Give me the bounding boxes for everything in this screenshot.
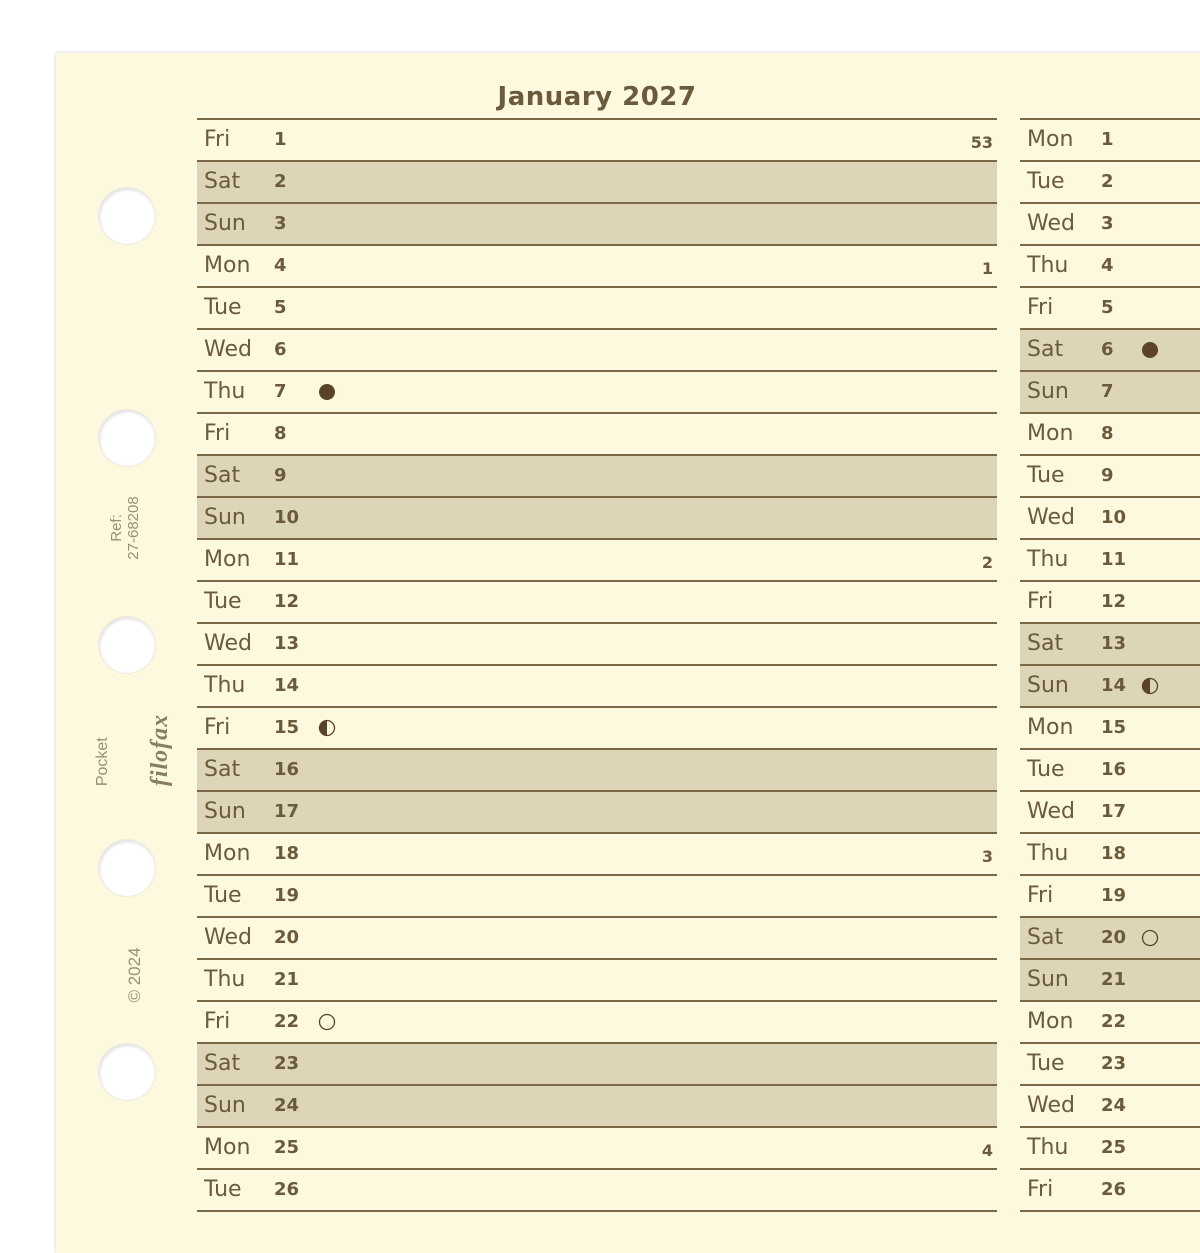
day-row xyxy=(197,582,997,624)
day-number: 10 xyxy=(274,507,300,528)
month-title: January 2027 xyxy=(497,82,697,112)
day-number: 25 xyxy=(274,1137,300,1158)
weekday-label: Tue xyxy=(204,295,242,320)
weekday-label: Sun xyxy=(204,505,246,530)
day-number: 7 xyxy=(274,381,287,402)
weekday-label: Mon xyxy=(1027,421,1074,446)
day-number: 8 xyxy=(1101,423,1114,444)
full-moon-icon xyxy=(318,1013,336,1031)
day-number: 13 xyxy=(274,633,300,654)
day-row xyxy=(1020,456,1200,498)
day-number: 17 xyxy=(1101,801,1127,822)
day-number: 20 xyxy=(274,927,300,948)
day-row xyxy=(197,1128,997,1170)
weekday-label: Sat xyxy=(1027,631,1064,656)
day-number: 13 xyxy=(1101,633,1127,654)
day-row xyxy=(197,666,997,708)
weekday-label: Tue xyxy=(1027,757,1065,782)
day-number: 3 xyxy=(1101,213,1114,234)
week-number: 3 xyxy=(981,847,993,866)
day-row xyxy=(197,288,997,330)
day-number: 16 xyxy=(274,759,300,780)
day-number: 14 xyxy=(274,675,300,696)
day-number: 12 xyxy=(274,591,300,612)
day-row xyxy=(197,918,997,960)
weekday-label: Sun xyxy=(204,1093,246,1118)
weekday-label: Tue xyxy=(204,1177,242,1202)
day-row xyxy=(197,708,997,750)
day-row xyxy=(197,498,997,540)
weekday-label: Fri xyxy=(204,421,231,446)
day-row xyxy=(1020,162,1200,204)
weekday-label: Fri xyxy=(1027,295,1054,320)
week-number: 53 xyxy=(970,133,993,152)
weekday-label: Sun xyxy=(204,211,246,236)
week-number: 2 xyxy=(981,553,993,572)
day-number: 25 xyxy=(1101,1137,1127,1158)
weekday-label: Sat xyxy=(1027,337,1064,362)
day-row xyxy=(1020,960,1200,1002)
size-label: Pocket xyxy=(94,737,111,787)
day-row xyxy=(1020,876,1200,918)
first-quarter-moon-icon xyxy=(318,719,336,737)
week-number: 4 xyxy=(981,1141,993,1160)
day-row xyxy=(197,876,997,918)
day-row xyxy=(197,204,997,246)
binder-hole xyxy=(99,617,155,673)
weekday-label: Wed xyxy=(1027,505,1075,530)
day-number: 9 xyxy=(1101,465,1114,486)
day-number: 18 xyxy=(1101,843,1127,864)
day-number: 21 xyxy=(1101,969,1127,990)
day-number: 6 xyxy=(274,339,287,360)
weekday-label: Sat xyxy=(204,1051,241,1076)
binder-hole xyxy=(99,188,155,244)
day-row xyxy=(197,834,997,876)
day-number: 7 xyxy=(1101,381,1114,402)
day-row xyxy=(197,162,997,204)
day-number: 4 xyxy=(274,255,287,276)
day-row xyxy=(1020,288,1200,330)
weekday-label: Wed xyxy=(1027,799,1075,824)
binder-hole xyxy=(99,410,155,466)
weekday-label: Sat xyxy=(204,169,241,194)
day-number: 23 xyxy=(1101,1053,1127,1074)
day-number: 21 xyxy=(274,969,300,990)
weekday-label: Sat xyxy=(204,463,241,488)
day-number: 11 xyxy=(274,549,300,570)
weekday-label: Wed xyxy=(204,631,252,656)
weekday-label: Fri xyxy=(1027,1177,1054,1202)
day-row xyxy=(197,540,997,582)
weekday-label: Wed xyxy=(204,337,252,362)
day-number: 9 xyxy=(274,465,287,486)
day-number: 15 xyxy=(274,717,300,738)
day-number: 4 xyxy=(1101,255,1114,276)
day-row xyxy=(197,246,997,288)
weekday-label: Thu xyxy=(1027,841,1069,866)
day-row xyxy=(1020,792,1200,834)
day-number: 2 xyxy=(274,171,287,192)
weekday-label: Fri xyxy=(1027,883,1054,908)
day-number: 11 xyxy=(1101,549,1127,570)
day-number: 12 xyxy=(1101,591,1127,612)
weekday-label: Tue xyxy=(1027,1051,1065,1076)
binder-hole xyxy=(99,1044,155,1100)
day-number: 24 xyxy=(1101,1095,1127,1116)
weekday-label: Mon xyxy=(204,1135,251,1160)
weekday-label: Sat xyxy=(1027,925,1064,950)
day-row xyxy=(197,1002,997,1044)
weekday-label: Wed xyxy=(1027,1093,1075,1118)
weekday-label: Wed xyxy=(204,925,252,950)
day-number: 14 xyxy=(1101,675,1127,696)
brand-name: filofax xyxy=(147,713,173,787)
day-row xyxy=(197,120,997,162)
day-row xyxy=(1020,834,1200,876)
day-row xyxy=(1020,120,1200,162)
day-number: 19 xyxy=(1101,885,1127,906)
weekday-label: Mon xyxy=(204,253,251,278)
weekday-label: Thu xyxy=(1027,1135,1069,1160)
day-number: 2 xyxy=(1101,171,1114,192)
day-row xyxy=(1020,1044,1200,1086)
day-number: 18 xyxy=(274,843,300,864)
weekday-label: Tue xyxy=(204,589,242,614)
day-number: 5 xyxy=(274,297,287,318)
weekday-label: Thu xyxy=(204,967,246,992)
weekday-label: Fri xyxy=(204,127,231,152)
day-row xyxy=(1020,540,1200,582)
day-number: 19 xyxy=(274,885,300,906)
day-row xyxy=(1020,1170,1200,1212)
day-row xyxy=(197,960,997,1002)
day-row xyxy=(197,1170,997,1212)
week-number: 1 xyxy=(981,259,993,278)
weekday-label: Sat xyxy=(204,757,241,782)
day-row xyxy=(1020,624,1200,666)
month-column-next xyxy=(1020,118,1200,1220)
day-number: 22 xyxy=(274,1011,300,1032)
day-number: 24 xyxy=(274,1095,300,1116)
day-row xyxy=(197,330,997,372)
weekday-label: Mon xyxy=(204,841,251,866)
day-number: 10 xyxy=(1101,507,1127,528)
day-row xyxy=(197,372,997,414)
weekday-label: Sun xyxy=(1027,673,1069,698)
binder-hole xyxy=(99,840,155,896)
day-row xyxy=(1020,582,1200,624)
brand-logo xyxy=(58,714,190,786)
weekday-label: Thu xyxy=(204,673,246,698)
weekday-label: Tue xyxy=(1027,463,1065,488)
day-row xyxy=(197,1086,997,1128)
day-row xyxy=(197,1044,997,1086)
day-number: 17 xyxy=(274,801,300,822)
weekday-label: Fri xyxy=(204,1009,231,1034)
weekday-label: Mon xyxy=(1027,715,1074,740)
weekday-label: Sun xyxy=(1027,967,1069,992)
day-row xyxy=(1020,330,1200,372)
day-number: 26 xyxy=(274,1179,300,1200)
day-row xyxy=(1020,372,1200,414)
weekday-label: Fri xyxy=(204,715,231,740)
day-number: 5 xyxy=(1101,297,1114,318)
weekday-label: Mon xyxy=(1027,1009,1074,1034)
copyright-text: © 2024 xyxy=(125,947,144,1003)
day-row xyxy=(197,414,997,456)
weekday-label: Thu xyxy=(204,379,246,404)
day-row xyxy=(1020,666,1200,708)
day-row xyxy=(197,456,997,498)
day-row xyxy=(1020,204,1200,246)
weekday-label: Fri xyxy=(1027,589,1054,614)
day-number: 15 xyxy=(1101,717,1127,738)
day-number: 8 xyxy=(274,423,287,444)
day-number: 26 xyxy=(1101,1179,1127,1200)
day-row xyxy=(1020,1002,1200,1044)
day-row xyxy=(197,750,997,792)
weekday-label: Thu xyxy=(1027,253,1069,278)
day-row xyxy=(1020,1086,1200,1128)
reference-code: Ref: 27-68208 xyxy=(108,496,142,560)
full-moon-icon xyxy=(1141,929,1159,947)
day-row xyxy=(1020,750,1200,792)
new-moon-icon xyxy=(1141,341,1159,359)
day-row xyxy=(197,792,997,834)
day-number: 16 xyxy=(1101,759,1127,780)
day-number: 22 xyxy=(1101,1011,1127,1032)
day-number: 1 xyxy=(274,129,287,150)
month-column-january xyxy=(197,118,997,1220)
day-number: 23 xyxy=(274,1053,300,1074)
weekday-label: Mon xyxy=(1027,127,1074,152)
day-row xyxy=(1020,498,1200,540)
day-row xyxy=(197,624,997,666)
day-row xyxy=(1020,918,1200,960)
weekday-label: Tue xyxy=(1027,169,1065,194)
weekday-label: Wed xyxy=(1027,211,1075,236)
day-row xyxy=(1020,414,1200,456)
new-moon-icon xyxy=(318,383,336,401)
day-number: 3 xyxy=(274,213,287,234)
day-row xyxy=(1020,708,1200,750)
day-number: 20 xyxy=(1101,927,1127,948)
day-row xyxy=(1020,246,1200,288)
day-row xyxy=(1020,1128,1200,1170)
first-quarter-moon-icon xyxy=(1141,677,1159,695)
weekday-label: Mon xyxy=(204,547,251,572)
weekday-label: Sun xyxy=(1027,379,1069,404)
day-number: 6 xyxy=(1101,339,1114,360)
day-number: 1 xyxy=(1101,129,1114,150)
weekday-label: Sun xyxy=(204,799,246,824)
weekday-label: Tue xyxy=(204,883,242,908)
weekday-label: Thu xyxy=(1027,547,1069,572)
